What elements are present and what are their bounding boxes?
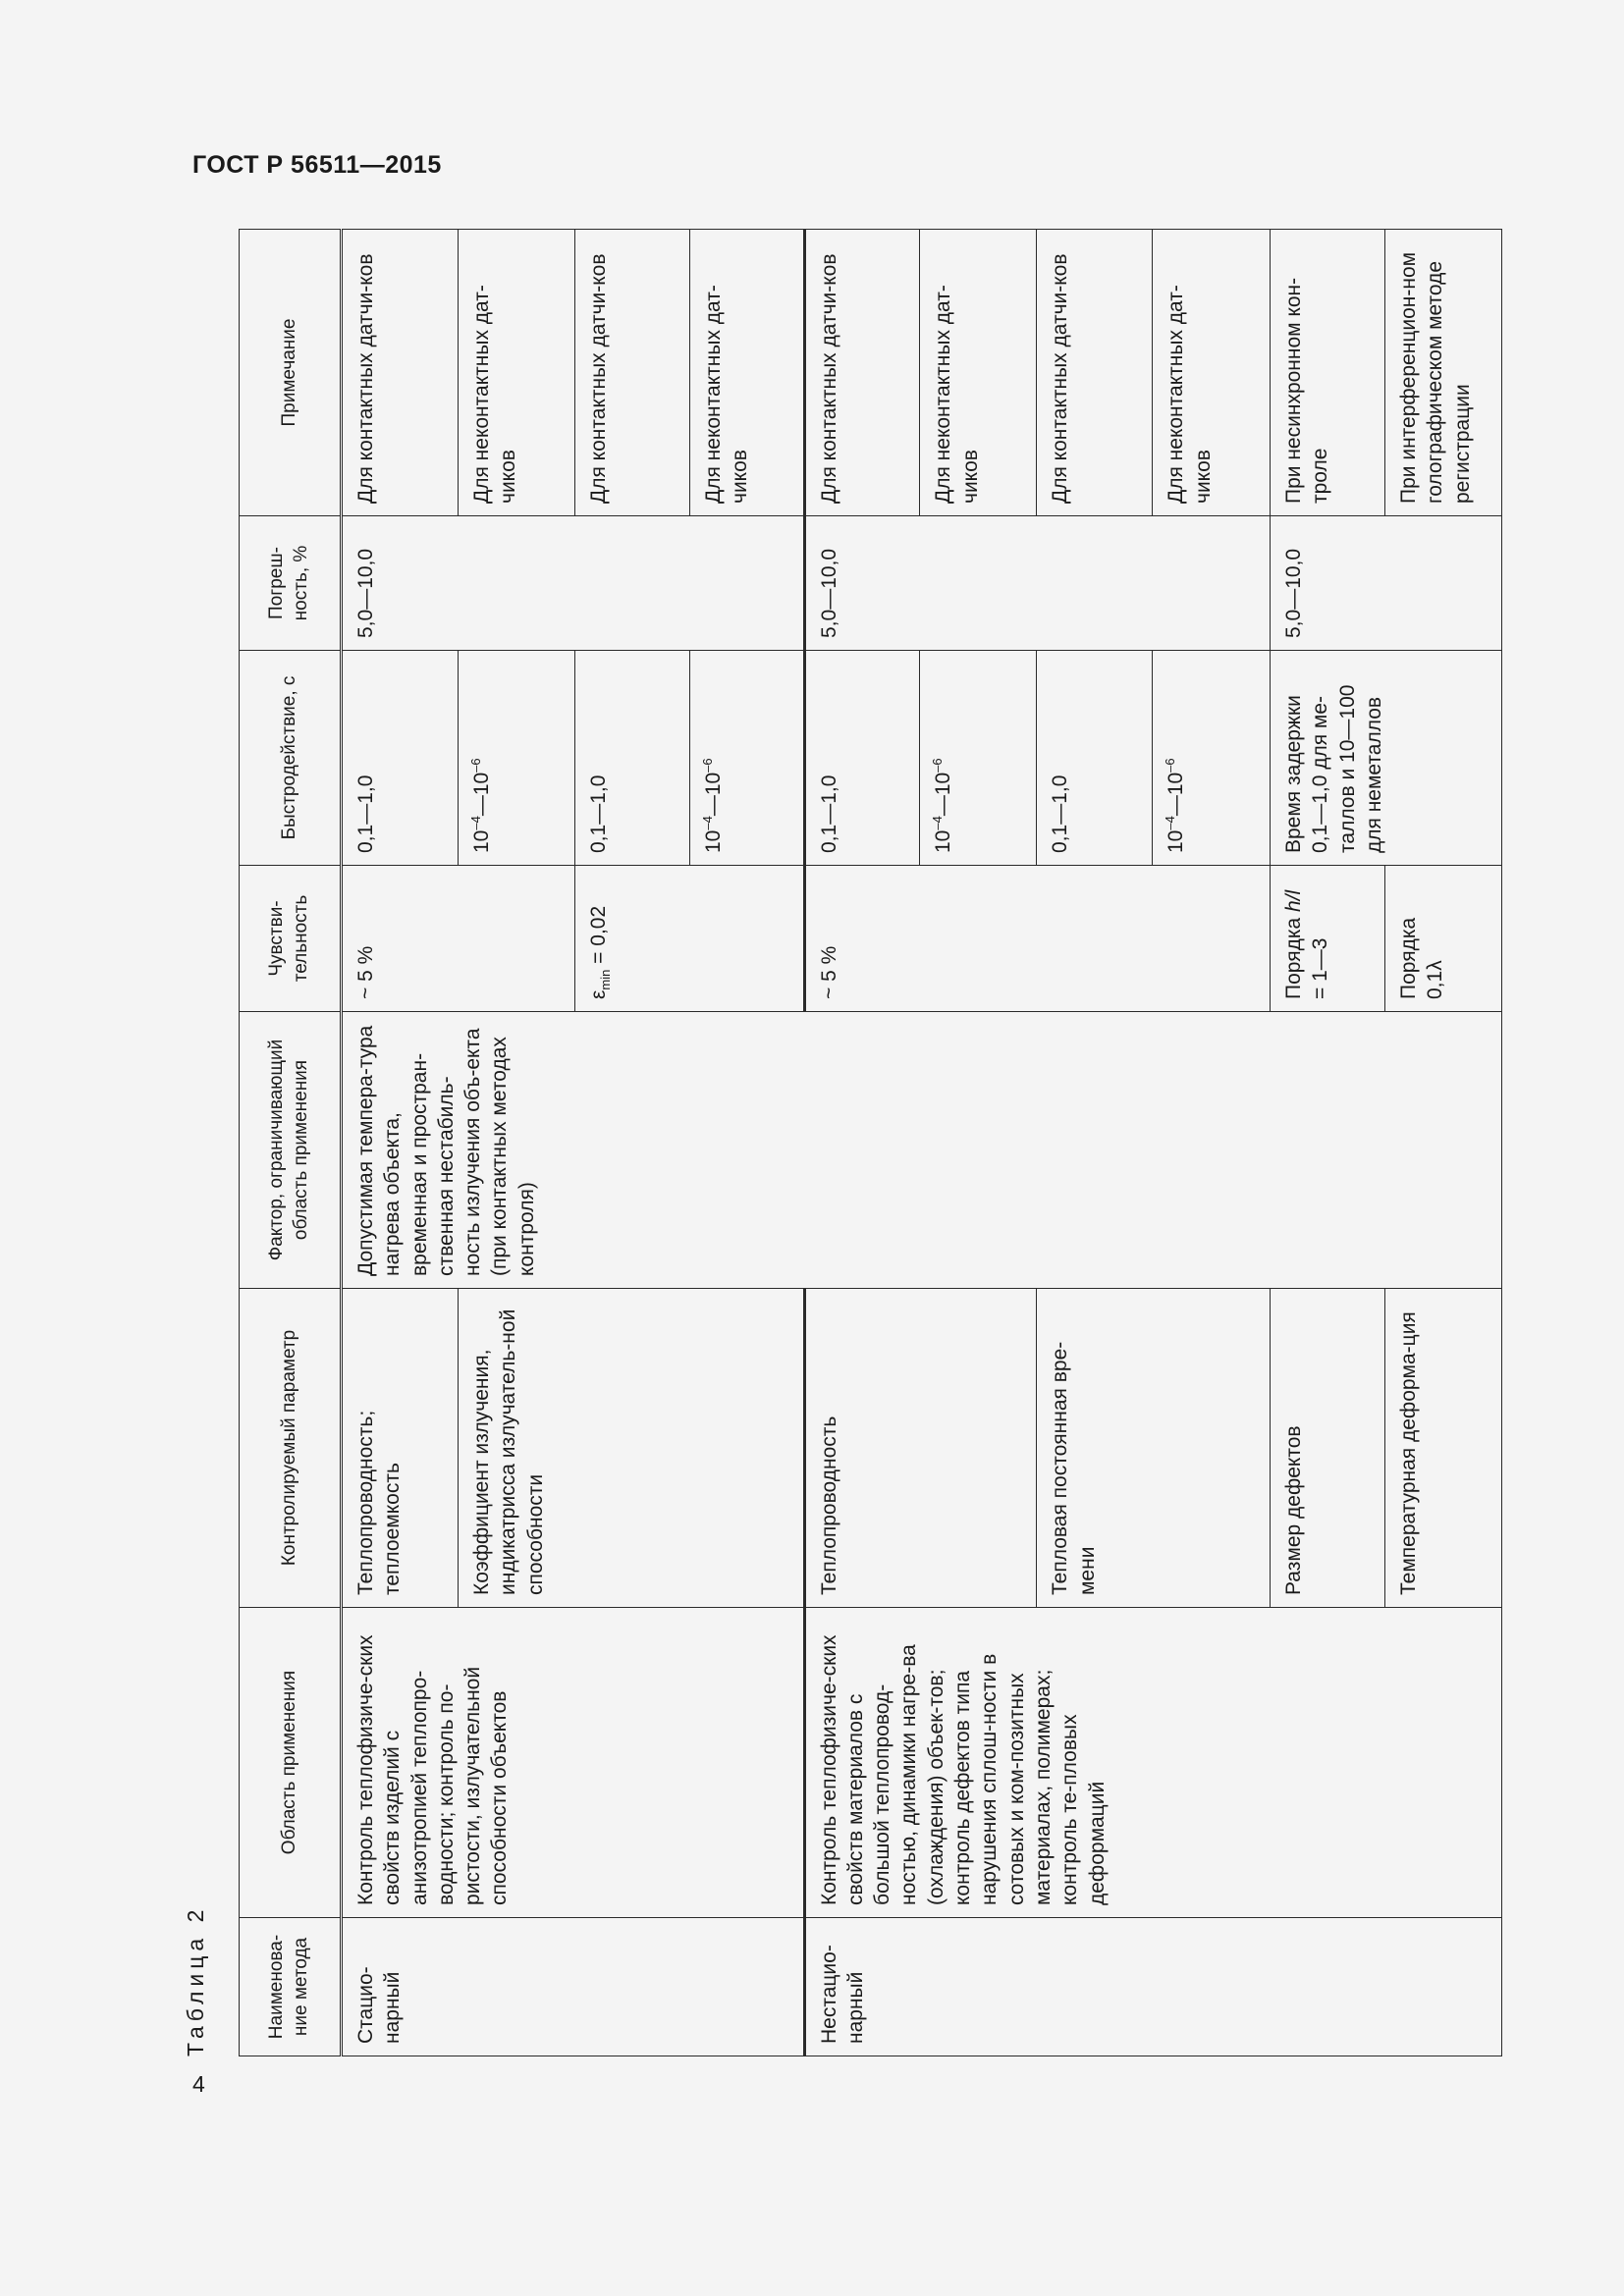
method-cell: Нестацио-нарный [804,1918,1501,2056]
table-row [342,230,459,2056]
speed-exp: –6 [699,758,715,773]
header-note: Примечание [240,230,342,516]
parameter-cell: Температурная деформа-ция [1385,1289,1502,1608]
table-caption: Таблица 2 [183,1904,208,2056]
epsilon-symbol: ε [586,989,610,999]
note-cell: При интерференцион-ном голографическом методе регистрации [1385,230,1502,516]
error-cell: 5,0—10,0 [1271,516,1502,651]
table-caption-wrap [183,1904,222,2096]
parameter-cell: Теплопроводность [804,1289,1037,1608]
sensitivity-cell [1271,866,1385,1012]
speed-exp: –4 [930,816,946,830]
speed-exp: –6 [467,758,483,773]
sensitivity-cell [574,866,804,1012]
sensitivity-cell: Порядка 0,1λ [1385,866,1502,1012]
sensitivity-value: = 0,02 [586,905,610,970]
sensitivity-cell: ~ 5 % [804,866,1271,1012]
speed-cell: 0,1—1,0 [574,651,689,866]
speed-cell [689,651,804,866]
speed-cell [1153,651,1271,866]
header-speed: Быстродействие, с [240,651,342,866]
speed-cell: 0,1—1,0 [342,651,459,866]
note-cell: Для неконтактных дат-чиков [1153,230,1271,516]
parameter-cell: Размер дефектов [1271,1289,1385,1608]
header-sensitivity: Чувстви-тельность [240,866,342,1012]
rotated-table-container [239,230,1502,2056]
header-area: Область применения [240,1608,342,1918]
parameter-cell: Тепловая постоянная вре-мени [1037,1289,1271,1608]
method-cell: Стацио-нарный [342,1918,805,2056]
speed-exp: –6 [1163,758,1178,773]
speed-mid: —10 [932,772,955,817]
speed-mid: —10 [701,772,725,817]
page-number: 4 [192,2071,205,2097]
speed-cell: Время задержки 0,1—1,0 для ме-таллов и 10—100 для неметаллов [1271,651,1502,866]
speed-base: 10 [469,829,493,853]
sensitivity-prefix: Порядка [1282,911,1306,999]
standard-title: ГОСТ Р 56511—2015 [192,151,442,179]
header-method: Наименова-ние метода [240,1918,342,2056]
speed-mid: —10 [469,772,493,817]
error-cell: 5,0—10,0 [342,516,805,651]
speed-cell [458,651,574,866]
sensitivity-ratio: h/l [1282,889,1306,912]
speed-exp: –4 [467,816,483,830]
speed-cell [920,651,1037,866]
speed-base: 10 [1164,829,1188,853]
note-cell: Для неконтактных дат-чиков [458,230,574,516]
note-cell: Для контактных датчи-ков [1037,230,1153,516]
speed-base: 10 [701,829,725,853]
parameter-cell: Коэффициент излучения, индикатрисса излучатель-ной способности [458,1289,804,1608]
epsilon-subscript: min [598,969,613,990]
parameter-cell: Теплопроводность; теплоемкость [342,1289,459,1608]
sensitivity-value: = 1—3 [1309,937,1332,999]
header-parameter: Контролируемый параметр [240,1289,342,1608]
note-cell: Для контактных датчи-ков [804,230,920,516]
header-error: Погреш-ность, % [240,516,342,651]
speed-cell: 0,1—1,0 [804,651,920,866]
note-cell: Для контактных датчи-ков [574,230,689,516]
speed-cell: 0,1—1,0 [1037,651,1153,866]
note-cell: Для контактных датчи-ков [342,230,459,516]
speed-exp: –4 [699,816,715,830]
factor-cell: Допустимая темпера-тура нагрева объекта, временная и простран-ственная нестабиль-ность излучения объ-екта (при контактных методах контроля) [342,1012,1502,1289]
area-cell: Контроль теплофизиче-ских свойств материалов с большой теплопровод-ностью, динамики нагре-ва (охлаждения) объек-тов; контроль дефектов типа нарушения сплош-ности в сотовых и ком-позитных материалах, полимерах; контроль те-пловых деформаций [804,1608,1501,1918]
speed-exp: –6 [930,758,946,773]
sensitivity-cell: ~ 5 % [342,866,575,1012]
note-cell: Для неконтактных дат-чиков [689,230,804,516]
header-factor: Фактор, ограничивающий область применения [240,1012,342,1289]
methods-table [239,229,1502,2056]
header-row [240,230,342,2056]
error-cell: 5,0—10,0 [804,516,1271,651]
speed-exp: –4 [1163,816,1178,830]
note-cell: Для неконтактных дат-чиков [920,230,1037,516]
speed-base: 10 [932,829,955,853]
note-cell: При несинхронном кон-троле [1271,230,1385,516]
speed-mid: —10 [1164,772,1188,817]
area-cell: Контроль теплофизиче-ских свойств изделий с анизотропией теплопро-водности; контроль по-ристости, излучательной способности объектов [342,1608,805,1918]
